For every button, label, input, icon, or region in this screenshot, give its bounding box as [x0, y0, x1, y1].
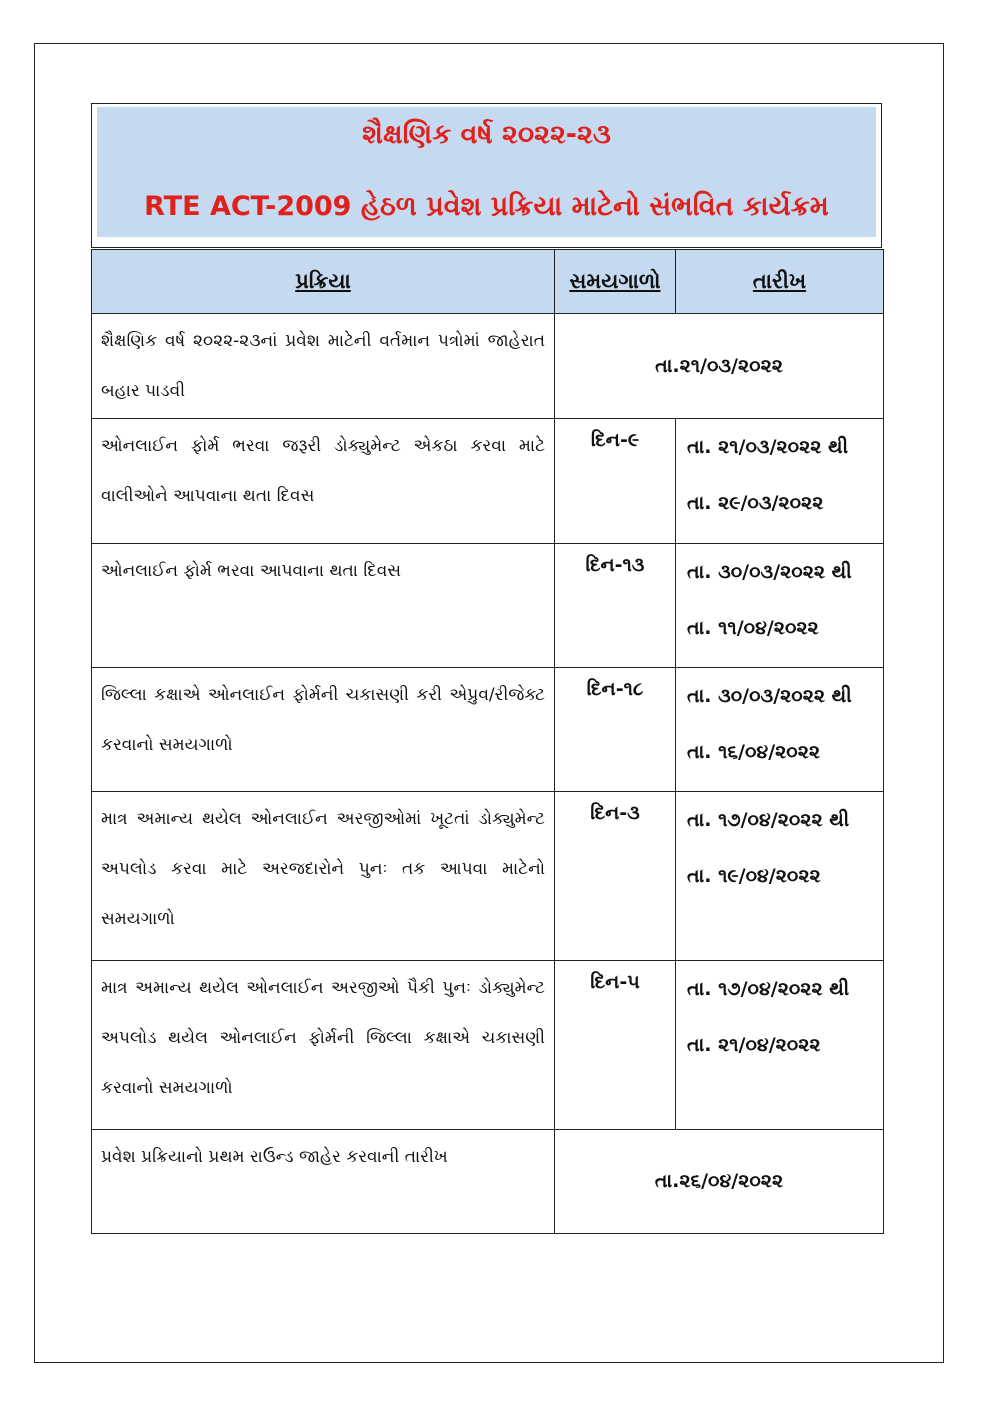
date-range-cell	[676, 419, 884, 544]
header-row	[92, 250, 884, 314]
date-from: તા. ૩૦/૦૩/૨૦૨૨ થી	[687, 685, 852, 707]
date-to: તા. ૧૯/૦૪/૨૦૨૨	[687, 865, 821, 887]
date-range-cell	[676, 961, 884, 1130]
table-row	[92, 792, 884, 961]
schedule-title: RTE ACT-2009 હેઠળ પ્રવેશ પ્રક્રિયા માટેનો સંભવિત કાર્યક્રમ	[144, 191, 829, 222]
date-range-cell	[676, 544, 884, 668]
process-cell: શૈક્ષણિક વર્ષ ૨૦૨૨-૨૩નાં પ્રવેશ માટેની વર્તમાન પત્રોમાં જાહેરાત બહાર પાડવી	[92, 314, 555, 419]
process-cell: પ્રવેશ પ્રક્રિયાનો પ્રથમ રાઉન્ડ જાહેર કરવાની તારીખ	[92, 1130, 555, 1234]
process-cell: માત્ર અમાન્ય થયેલ ઓનલાઈન અરજીઓમાં ખૂટતાં ડોક્યુમેન્ટ અપલોડ કરવા માટે અરજદારોને પુનઃ તક આપવા માટેનો સમયગાળો	[92, 792, 555, 961]
duration-cell: દિન-૯	[555, 419, 676, 544]
date-cell: તા.૨૧/૦૩/૨૦૨૨	[555, 314, 884, 419]
date-range-cell	[676, 668, 884, 792]
process-cell: ઓનલાઈન ફોર્મ ભરવા આપવાના થતા દિવસ	[92, 544, 555, 668]
date-from: તા. ૩૦/૦૩/૨૦૨૨ થી	[687, 561, 852, 583]
date-from: તા. ૧૭/૦૪/૨૦૨૨ થી	[687, 809, 850, 831]
table-row	[92, 961, 884, 1130]
header-duration: સમયગાળો	[555, 250, 676, 314]
date-to: તા. ૨૯/૦૩/૨૦૨૨	[687, 492, 824, 514]
academic-year-title: શૈક્ષણિક વર્ષ ૨૦૨૨-૨૩	[362, 119, 611, 150]
header-date: તારીખ	[676, 250, 884, 314]
duration-cell: દિન-૧૩	[555, 544, 676, 668]
table-row	[92, 544, 884, 668]
duration-cell: દિન-૧૮	[555, 668, 676, 792]
title-background	[97, 107, 876, 237]
process-cell: માત્ર અમાન્ય થયેલ ઓનલાઈન અરજીઓ પૈકી પુનઃ ડોક્યુમેન્ટ અપલોડ થયેલ ઓનલાઈન ફોર્મની જિલ્લા કક્ષાએ ચકાસણી કરવાનો સમયગાળો	[92, 961, 555, 1130]
header-process: પ્રક્રિયા	[92, 250, 555, 314]
date-to: તા. ૨૧/૦૪/૨૦૨૨	[687, 1034, 821, 1056]
table-row	[92, 1130, 884, 1234]
date-to: તા. ૧૬/૦૪/૨૦૨૨	[687, 741, 821, 763]
date-from: તા. ૧૭/૦૪/૨૦૨૨ થી	[687, 978, 850, 1000]
title-box	[91, 103, 882, 248]
process-cell: ઓનલાઈન ફોર્મ ભરવા જરૂરી ડોક્યુમેન્ટ એકઠા કરવા માટે વાલીઓને આપવાના થતા દિવસ	[92, 419, 555, 544]
table-row	[92, 419, 884, 544]
date-from: તા. ૨૧/૦૩/૨૦૨૨ થી	[687, 436, 849, 458]
date-cell: તા.૨૬/૦૪/૨૦૨૨	[555, 1130, 884, 1234]
table-row	[92, 668, 884, 792]
duration-cell: દિન-૩	[555, 792, 676, 961]
date-to: તા. ૧૧/૦૪/૨૦૨૨	[687, 617, 819, 639]
date-range-cell	[676, 792, 884, 961]
schedule-table	[91, 249, 884, 1234]
duration-cell: દિન-૫	[555, 961, 676, 1130]
process-cell: જિલ્લા કક્ષાએ ઓનલાઈન ફોર્મની ચકાસણી કરી એપ્રુવ/રીજેક્ટ કરવાનો સમયગાળો	[92, 668, 555, 792]
table-row	[92, 314, 884, 419]
